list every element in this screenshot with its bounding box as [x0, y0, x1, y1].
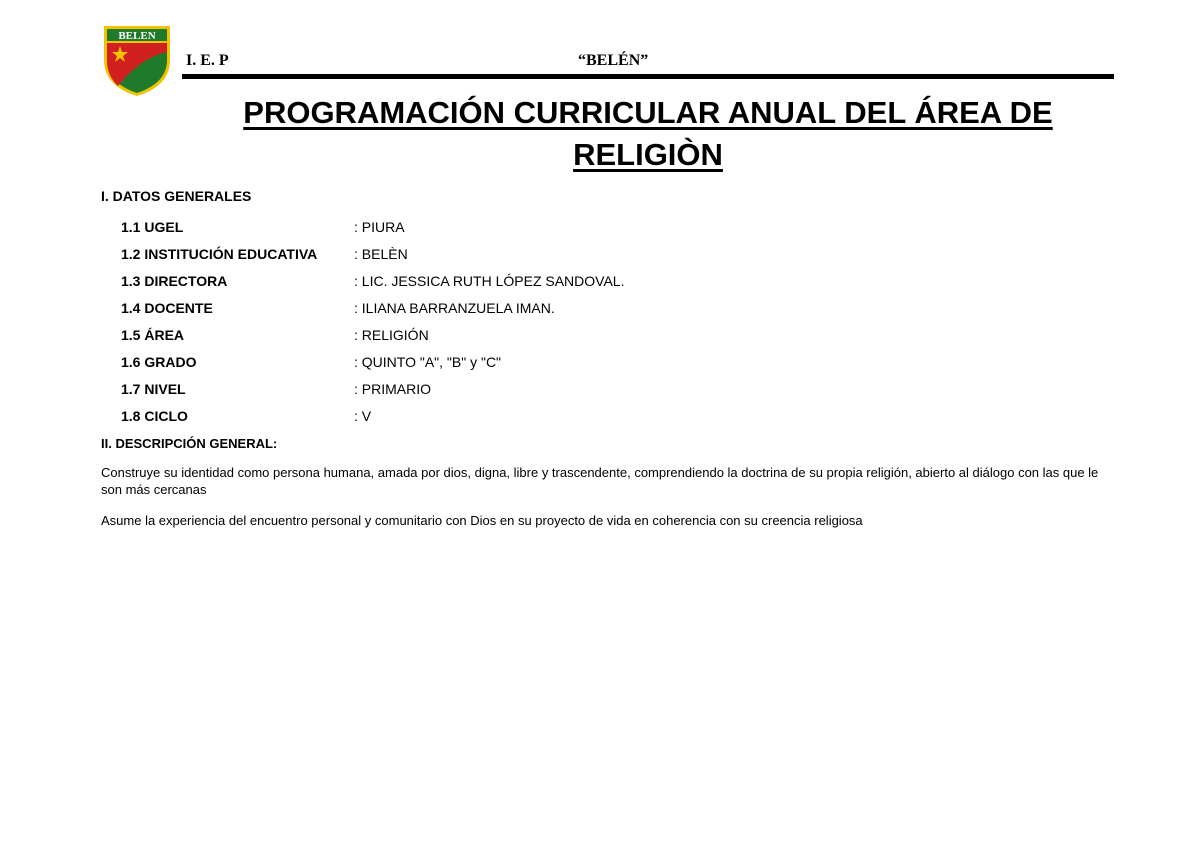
section-heading-descripcion-general: II. DESCRIPCIÓN GENERAL: — [101, 436, 278, 451]
header-divider — [182, 74, 1114, 79]
school-crest-logo — [100, 22, 174, 98]
header-school-name: “BELÉN” — [578, 52, 649, 69]
datos-value: : V — [354, 408, 372, 424]
datos-label: 1.2 INSTITUCIÓN EDUCATIVA — [121, 246, 318, 262]
datos-value: : RELIGIÓN — [354, 327, 429, 343]
datos-value: : LIC. JESSICA RUTH LÓPEZ SANDOVAL. — [354, 273, 625, 289]
datos-label: 1.4 DOCENTE — [121, 300, 213, 316]
datos-label: 1.3 DIRECTORA — [121, 273, 228, 289]
datos-value: : BELÈN — [354, 246, 408, 262]
datos-label: 1.8 CICLO — [121, 408, 188, 424]
description-paragraph-1: Construye su identidad como persona humana, amada por dios, digna, libre y trascendente, comprendiendo la doctrina de su propia religión, abierto al diálogo con las que le son más cercanas — [101, 465, 1099, 497]
logo-text: BELEN — [118, 30, 156, 42]
datos-label: 1.7 NIVEL — [121, 381, 186, 397]
datos-value: : QUINTO "A", "B" y "C" — [354, 354, 502, 370]
header-iep: I. E. P — [186, 52, 229, 69]
datos-label: 1.1 UGEL — [121, 219, 184, 235]
section-heading-datos-generales: I. DATOS GENERALES — [101, 188, 252, 204]
datos-label: 1.5 ÁREA — [121, 327, 185, 343]
datos-value: : PIURA — [354, 219, 405, 235]
page-title: PROGRAMACIÓN CURRICULAR ANUAL DEL ÁREA DE RELIGIÒN — [243, 95, 1053, 172]
datos-value: : ILIANA BARRANZUELA IMAN. — [354, 300, 555, 316]
datos-value: : PRIMARIO — [354, 381, 432, 397]
description-paragraph-2: Asume la experiencia del encuentro personal y comunitario con Dios en su proyecto de vida en coherencia con su creencia religiosa — [101, 513, 863, 528]
datos-label: 1.6 GRADO — [121, 354, 197, 370]
